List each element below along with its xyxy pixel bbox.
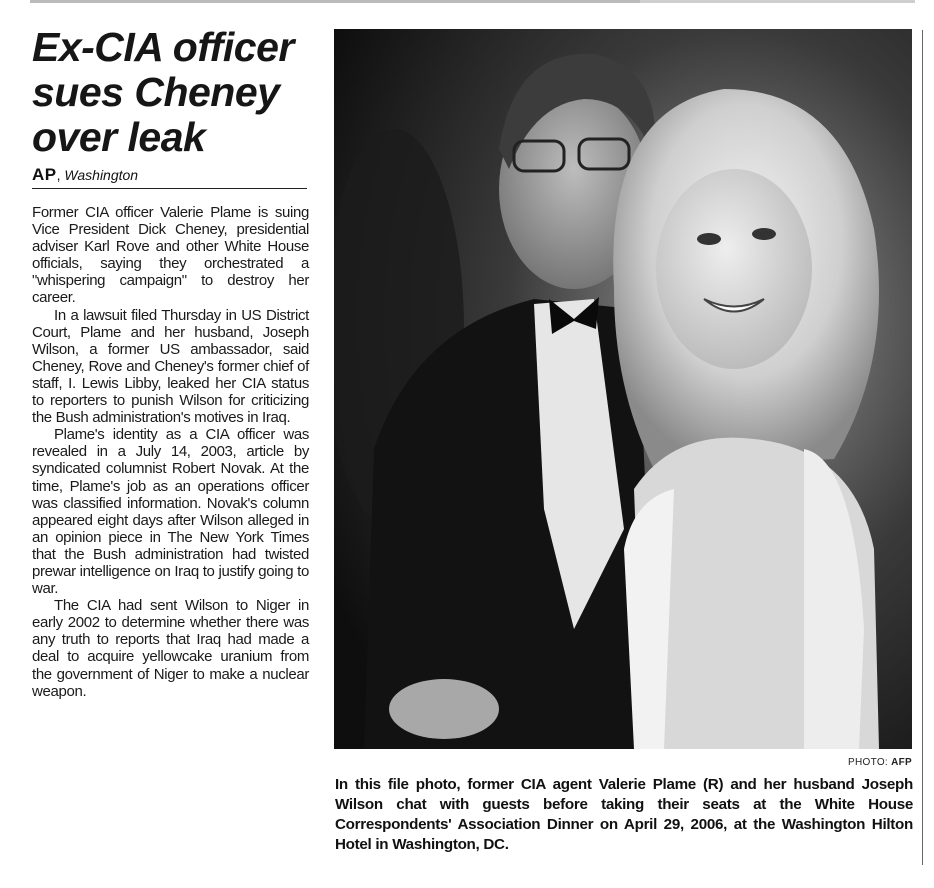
article-body: [32, 204, 309, 700]
photo-credit-source: AFP: [891, 757, 912, 768]
byline-location: Washington: [64, 167, 139, 183]
headline-line-3: over leak: [32, 114, 206, 160]
photo-credit-label: PHOTO:: [848, 757, 888, 768]
photo-credit: [800, 757, 912, 769]
article: [32, 25, 312, 700]
photo-illustration: [334, 29, 912, 749]
headline: [32, 25, 312, 160]
paragraph-2: In a lawsuit filed Thursday in US District Court, Plame and her husband, Joseph Wilson, a former US ambassador, said Cheney, Rove and Cheney's former chief of staff, I. Lewis Libby, leaked her CIA status to reporters to punish Wilson for criticizing the Bush administration's motives in Iraq.: [32, 306, 309, 427]
column-rule: [922, 30, 923, 865]
photo-caption: In this file photo, former CIA agent Valerie Plame (R) and her husband Joseph Wilson chat with guests before taking their seats at the White House Correspondents' Association Dinner on April 29, 2006, at the Washington Hilton Hotel in Washington, DC.: [335, 776, 913, 853]
paragraph-3: Plame's identity as a CIA officer was revealed in a July 14, 2003, article by syndicated columnist Robert Novak. At the time, Plame's job as an operations officer was classified information. Novak's column appeared eight days after Wilson alleged in an opinion piece in The New York Times that the Bush administration had twisted prewar intelligence on Iraq to justify going to war.: [32, 426, 309, 598]
paragraph-1: Former CIA officer Valerie Plame is suing Vice President Dick Cheney, presidential adviser Karl Rove and other White House officials, saying they orchestrated a "whispering campaign" to destroy her career.: [32, 204, 309, 307]
top-rule: [30, 0, 640, 3]
byline-agency: AP: [32, 165, 57, 184]
headline-line-2: sues Cheney: [32, 69, 280, 115]
byline: [32, 166, 307, 189]
byline-separator: ,: [56, 167, 61, 183]
news-photo: [334, 29, 912, 749]
headline-line-1: Ex-CIA officer: [32, 24, 294, 70]
paragraph-4: The CIA had sent Wilson to Niger in early 2002 to determine whether there was any truth to reports that Iraq had made a deal to acquire yellowcake uranium from the government of Niger to make a nuclear weapon.: [32, 597, 309, 700]
top-rule-right: [640, 0, 915, 3]
